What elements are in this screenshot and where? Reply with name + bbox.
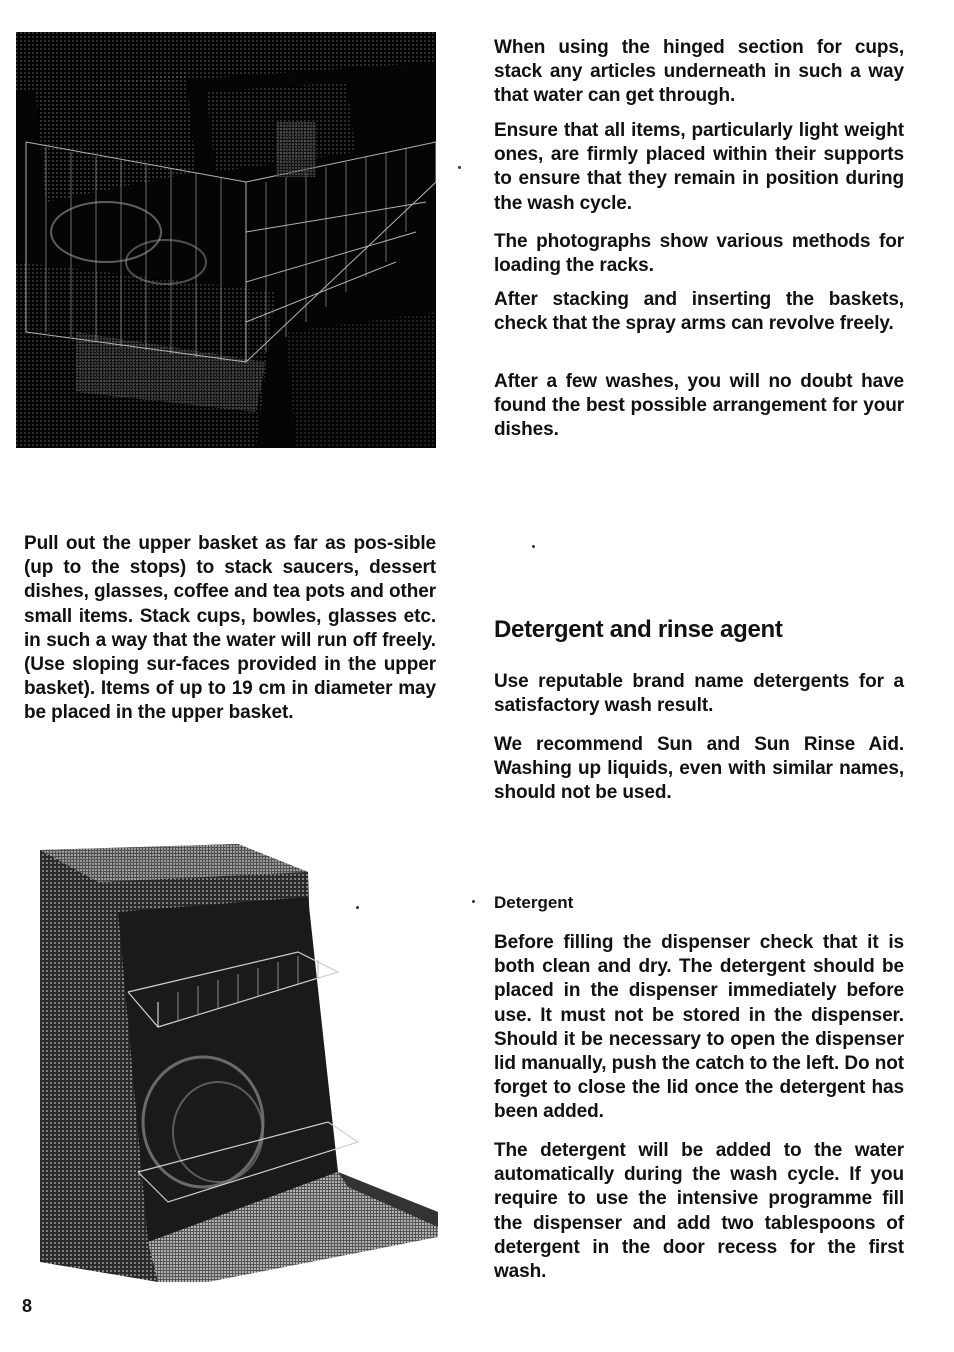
intensive-programme-paragraph: The detergent will be added to the water automatically during the wash cycle. If you require to use the intensive programme fill the dispenser and add two tablespoons of detergent in the door recess for the first wash.	[494, 1140, 904, 1283]
open-dishwasher-photo-art	[38, 842, 438, 1282]
arrangement-paragraph: After a few washes, you will no doubt have found the best possible arrangement for your dishes.	[494, 371, 904, 441]
photographs-paragraph: The photographs show various methods for loading the racks.	[494, 231, 904, 277]
print-speck	[458, 166, 461, 169]
dispenser-paragraph: Before filling the dispenser check that it is both clean and dry. The detergent should be placed in the dispenser immediately before use. It must not be stored in the dispenser. Should it be necessary to open the dispenser lid manually, push the catch to the left. Do not forget to close the lid once the detergent has been added.	[494, 932, 904, 1123]
hinged-section-paragraph: When using the hinged section for cups, stack any articles underneath in such a way that water can get through.	[494, 37, 904, 107]
recommend-paragraph: We recommend Sun and Sun Rinse Aid. Washing up liquids, even with similar names, should not be used.	[494, 734, 904, 804]
firmly-placed-paragraph: Ensure that all items, particularly light weight ones, are firmly placed within their supports to ensure that they remain in position during the wash cycle.	[494, 120, 904, 214]
open-dishwasher-photo	[38, 842, 438, 1282]
print-speck	[472, 900, 475, 903]
detergent-rinse-heading: Detergent and rinse agent	[494, 616, 783, 643]
detergent-heading: Detergent	[494, 893, 574, 912]
upper-basket-photo-art	[16, 32, 436, 448]
spray-arms-paragraph: After stacking and inserting the baskets, check that the spray arms can revolve freely.	[494, 289, 904, 335]
print-speck	[532, 545, 535, 548]
page-number: 8	[22, 1296, 33, 1316]
print-speck	[356, 906, 359, 909]
brand-detergents-paragraph: Use reputable brand name detergents for a satisfactory wash result.	[494, 671, 904, 717]
upper-basket-photo	[16, 32, 436, 448]
upper-basket-paragraph: Pull out the upper basket as far as pos-sible (up to the stops) to stack saucers, dessert dishes, glasses, coffee and tea pots and other small items. Stack cups, bowles, glasses etc. in such a way that the water will run off freely. (Use sloping sur-faces provided in the upper basket). Items of up to 19 cm in diameter may be placed in the upper basket.	[24, 533, 436, 724]
